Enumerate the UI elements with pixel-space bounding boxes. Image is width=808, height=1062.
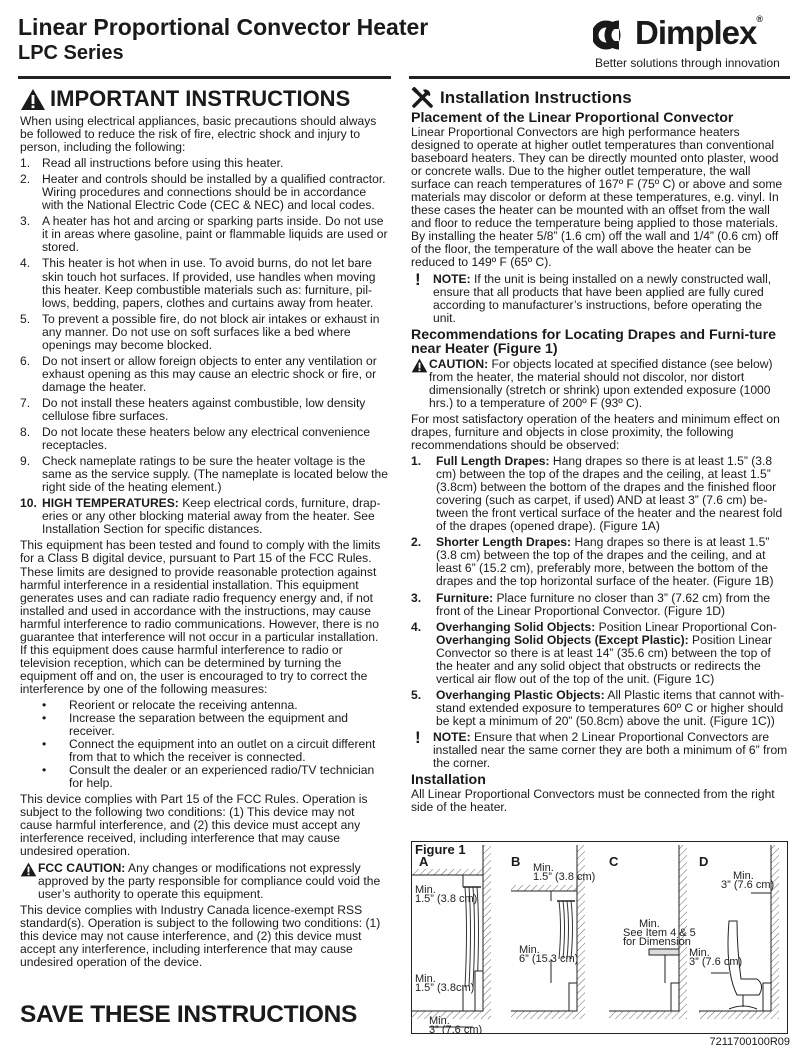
important-instructions-heading: IMPORTANT INSTRUCTIONS (20, 87, 388, 111)
instruction-list (20, 157, 388, 536)
list-item: 5. To prevent a possible fire, do not block air intakes or exhaust in any manner. Do not use on soft surfaces like a bed where openings may become blocked. (20, 311, 380, 352)
caution-note: CAUTION: For objects located at specified distance (see below) from the heater, the material should not discolor, nor distort dimensionally (stretch or shrink) upon extended exposure (1000 hrs.) to a temperature of 200º F (93º C). (411, 358, 788, 410)
panel-a-full-length-drapes (411, 845, 491, 1034)
panel-d-furniture (689, 845, 779, 1019)
panel-label-d: D (699, 854, 709, 869)
installation-heading: Installation (411, 772, 486, 789)
document-subtitle: LPC Series (18, 42, 124, 64)
panel-b-shorter-drapes (511, 845, 595, 1019)
fig-label: 3” (7.6 cm) (689, 956, 743, 968)
brand-tagline: Better solutions through innovation (595, 56, 780, 70)
placement-paragraph: Linear Proportional Convectors are high performance heaters designed to operate at higher outlet temperatures than conventional baseboard heaters. They can be directly mounted onto plaster, wood or concrete walls. Due to the higher outlet temperature, the wall surface can reach temperatures of 167º F (75º C) or above and some materials may discolor or deform at these temperatures, e.g. vinyl. In these cases the heater can be mounted with an offset from the wall and floor to reduce the temperature being applied to those materials. By installing the heater 5/8” (1.6 cm) off the wall and 1/4” (0.6 cm) off of the floor, the temperature of the wall above the heater can be reduced to 149º F (65º C). (411, 125, 783, 270)
placement-heading: Placement of the Linear Proportional Convector (411, 110, 734, 126)
fig-label: Min. (689, 947, 710, 959)
list-item: 10. HIGH TEMPERATURES: Keep electrical cords, furniture, drap-eries or any other blocking material away from the heater. See Installation Section for specific distances. (20, 496, 381, 537)
part15-paragraph: This device complies with Part 15 of the FCC Rules. Operation is subject to the following two conditions: (1) This device may not cause harmful interference, and (2) this device must accept any interference received, including interference that may cause undesired operation. (20, 792, 368, 859)
note-corner: ! NOTE: Ensure that when 2 Linear Proportional Convectors are installed near the same corner they are both a minimum of 6” from the corner. (415, 727, 788, 771)
recommendation-list (411, 455, 788, 728)
document-number: 7211700100R09 (709, 1036, 790, 1048)
fig-label: 3” (7.6 cm) (721, 879, 775, 891)
industry-canada-paragraph: This device complies with Industry Canada licence-exempt RSS standard(s). Operation is subject to the following two conditions: (1) this device may not cause interference, and (2) this device must accept any interference, including interference that may cause undesired operation of the device. (20, 902, 381, 969)
brand-logo (593, 14, 793, 70)
save-instructions-banner: SAVE THESE INSTRUCTIONS (20, 1001, 358, 1028)
fig-label: 1.5” (3.8 cm) (533, 871, 596, 883)
tools-icon (411, 87, 435, 109)
right-column (411, 87, 788, 817)
document-title: Linear Proportional Convector Heater (18, 14, 429, 40)
list-item: 3. A heater has hot and arcing or sparking parts inside. Do not use it in areas where gasoline, paint or flammable liquids are used or stored. (20, 214, 388, 255)
most-satisfactory-paragraph: For most satisfactory operation of the heaters and minimum effect on drapes, furniture and objects in close proximity, the following recommendations should be observed: (411, 411, 780, 452)
fig-label: See Item 4 & 5 (623, 927, 696, 939)
list-item: 5. Overhanging Plastic Objects: All Plastic items that cannot with-stand extended exposure to temperatures 60º C or higher should be kept a minimum of 20” (50.8cm) above the unit. (Figure 1C)) (411, 687, 785, 728)
fcc-caution: FCC CAUTION: Any changes or modifications not expressly approved by the party responsible for compliance could void the user’s authority to operate this equipment. (20, 862, 388, 901)
fig-label: Min. (519, 944, 540, 956)
intro-paragraph: When using electrical appliances, basic precautions should always be followed to reduce the risk of fire, electric shock and injury to person, including the following: (20, 114, 377, 155)
fcc-paragraph: This equipment has been tested and found to comply with the limits for a Class B digital device, pursuant to Part 15 of the FCC Rules. These limits are designed to provide reasonable protection against harmful interference in a residential installation. This equipment generates uses and can radiate radio frequency energy and, if not installed and used in accordance with the instructions, may cause harmful interference to radio communications. However, there is no guarantee that interference will not occur in a particular installation. If this equipment does cause harmful interference to radio or television reception, which can be determined by turning the equipment off and on, the user is encouraged to try to correct the interference by one of the following measures: (20, 538, 381, 696)
fig-label: Min. (533, 862, 554, 874)
list-item: 1. Read all instructions before using this heater. (20, 156, 284, 171)
fig-label: Min. (429, 1015, 450, 1027)
installation-paragraph: All Linear Proportional Convectors must be connected from the right side of the heater. (411, 787, 775, 815)
recommendations-heading: Recommendations for Locating Drapes and Furni-ture near Heater (Figure 1) (411, 326, 776, 357)
exclamation-icon: ! (415, 269, 421, 289)
fig-label: 6” (15.3 cm) (519, 953, 579, 965)
installation-instructions-heading: Installation Instructions (411, 87, 788, 109)
list-item: 6. Do not insert or allow foreign objects to enter any ventilation or exhaust opening as this may cause an electric shock or fire, or damage the heater. (20, 353, 377, 394)
fig-label: Min. (733, 870, 754, 882)
list-item: • Connect the equipment into an outlet on a circuit different from that to which the receiver is connected. (20, 738, 388, 764)
fig-label: 3” (7.6 cm) (429, 1024, 483, 1034)
warning-icon (20, 862, 37, 877)
header-rule-right (409, 76, 790, 79)
panel-label-b: B (511, 854, 521, 869)
list-item: 4. Overhanging Solid Objects: Position Linear Proportional Con- Overhanging Solid Objects (Except Plastic): Position Linear Convector so there is at least 14” (35.6 cm) between the top of the heater and any solid object that obstructs or redirects the vertical air flow out of the top of the unit. (Figure 1C) (411, 619, 777, 686)
list-item: 4. This heater is hot when in use. To avoid burns, do not let bare skin touch hot surfaces. If provided, use handles when moving this heater. Keep combustible materials such as: furniture, pil-lows, bedding, papers, clothes and curtains away from heater. (20, 256, 376, 310)
fig-label: Min. (639, 918, 660, 930)
fig-label: for Dimension (623, 936, 691, 948)
list-item: • Consult the dealer or an experienced radio/TV technician for help. (20, 764, 388, 790)
list-item: • Reorient or relocate the receiving antenna. (20, 699, 388, 712)
figure-title: Figure 1 (415, 842, 466, 857)
warning-icon (20, 88, 46, 111)
brand-name: Dimplex® (635, 14, 763, 51)
fig-label: Min. (415, 973, 436, 985)
fig-label: 1.5” (3.8 cm) (415, 893, 478, 905)
list-item: 7. Do not install these heaters against combustible, low density cellulose fibre surfaces. (20, 395, 366, 423)
note-new-wall: ! NOTE: If the unit is being installed on a newly constructed wall, ensure that all products that have been applied are fully cured according to manufacturer’s instructions, before operating the unit. (415, 269, 772, 325)
list-item: 9. Check nameplate ratings to be sure the heater voltage is the same as the service supply. (The nameplate is located below the right side of the heating element.) (20, 454, 388, 495)
left-column (20, 87, 388, 972)
warning-icon (411, 358, 428, 373)
fig-label: 1.5” (3.8cm) (415, 982, 475, 994)
list-item: 3. Furniture: Place furniture no closer than 3” (7.62 cm) from the front of the Linear Proportional Convector. (Figure 1D) (411, 590, 771, 618)
fcc-measures-list (20, 699, 388, 790)
list-item: 2. Shorter Length Drapes: Hang drapes so there is at least 1.5” (3.8 cm) between the top of the drapes and the ceiling, and at least 6” (15.2 cm), preferably more, between the bottom of the drapes and the top horizontal surface of the heater. (Figure 1B) (411, 535, 774, 589)
panel-label-a: A (419, 854, 429, 869)
exclamation-icon: ! (415, 727, 421, 747)
list-item: • Increase the separation between the equipment and receiver. (20, 712, 388, 738)
fig-label: Min. (415, 884, 436, 896)
list-item: 2. Heater and controls should be installed by a qualified contractor. Wiring procedures and connections should be in accordance with the National Electric Code (CEC & NEC) and local codes. (20, 172, 386, 213)
panel-c-overhanging-objects (609, 845, 696, 1019)
header-rule-left (18, 76, 391, 79)
panel-label-c: C (609, 854, 619, 869)
dimplex-logo-icon (593, 20, 633, 50)
figure-1-clearance-diagram (411, 841, 788, 1034)
list-item: 1. Full Length Drapes: Hang drapes so there is at least 1.5” (3.8 cm) between the top of the drapes and the ceiling, at least 1.5” (3.8cm) between the bottom of the drapes and the finished floor covering (such as carpet, if used) AND at least 3” (7.6 cm) be-tween the front vertical surface of the heater and the nearest fold of the drapes (opened drape). (Figure 1A) (411, 454, 783, 534)
list-item: 8. Do not locate these heaters below any electrical convenience receptacles. (20, 425, 371, 453)
